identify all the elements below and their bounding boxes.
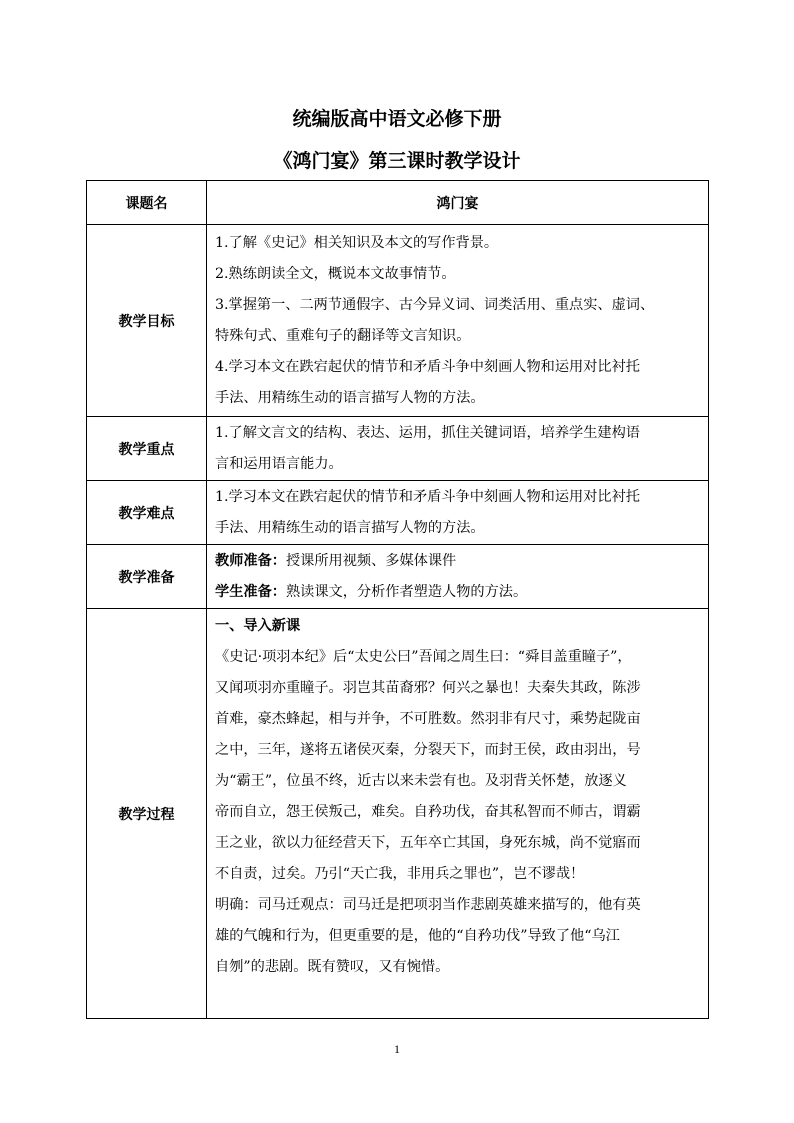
difficulty-line: 1.学习本文在跌宕起伏的情节和矛盾斗争中刻画人物和运用对比衬托 bbox=[215, 488, 640, 505]
goal-line: 3.掌握第一、二两节通假字、古今异义词、词类活用、重点实、虚词、 bbox=[215, 296, 655, 313]
key-points-content bbox=[207, 417, 709, 481]
goal-line: 特殊句式、重难句子的翻译等文言知识。 bbox=[215, 327, 471, 344]
document-title: 统编版高中语文必修下册 bbox=[292, 108, 502, 130]
process-line: 不自责，过矣。乃引“天亡我，非用兵之罪也”，岂不谬哉！ bbox=[215, 866, 585, 882]
process-content bbox=[207, 609, 709, 1019]
teacher-prep-text: 授课所用视频、多媒体课件 bbox=[285, 552, 457, 569]
preparation-content bbox=[207, 545, 709, 609]
table-row-process bbox=[87, 609, 709, 1019]
header-value: 鸿门宴 bbox=[207, 181, 709, 225]
difficulties-content bbox=[207, 481, 709, 545]
document-subtitle: 《鸿门宴》第三课时教学设计 bbox=[273, 150, 521, 172]
process-line: 首难，豪杰蜂起，相与并争，不可胜数。然羽非有尺寸，乘势起陇亩 bbox=[215, 711, 641, 727]
table-row-preparation bbox=[87, 545, 709, 609]
header-label: 课题名 bbox=[87, 181, 207, 225]
goal-line: 手法、用精练生动的语言描写人物的方法。 bbox=[215, 389, 485, 406]
process-line: 《史记·项羽本纪》后“太史公曰”吾闻之周生曰：“舜目盖重瞳子”， bbox=[215, 649, 632, 665]
student-prep-line bbox=[215, 577, 700, 608]
process-line: 自刎”的悲剧。既有赞叹，又有惋惜。 bbox=[215, 959, 450, 975]
table-row-header bbox=[87, 181, 709, 225]
process-line: 王之业，欲以力征经营天下，五年卒亡其国，身死东城，尚不觉寤而 bbox=[215, 835, 641, 851]
difficulties-label: 教学难点 bbox=[87, 481, 207, 545]
goal-line: 4.学习本文在跌宕起伏的情节和矛盾斗争中刻画人物和运用对比衬托 bbox=[215, 358, 640, 375]
process-section-heading: 一、导入新课 bbox=[215, 618, 301, 634]
process-label: 教学过程 bbox=[87, 609, 207, 1019]
table-row-key-points bbox=[87, 417, 709, 481]
student-prep-label: 学生准备： bbox=[215, 583, 286, 600]
goal-line: 2.熟练朗读全文，概说本文故事情节。 bbox=[215, 265, 456, 282]
teacher-prep-label: 教师准备： bbox=[215, 552, 286, 569]
key-points-label: 教学重点 bbox=[87, 417, 207, 481]
process-line: 明确：司马迁观点：司马迁是把项羽当作悲剧英雄来描写的，他有英 bbox=[215, 897, 641, 913]
process-line: 为“霸王”，位虽不终，近古以来未尝有也。及羽背关怀楚，放逐义 bbox=[215, 773, 627, 789]
table-row-goals bbox=[87, 225, 709, 417]
goals-label: 教学目标 bbox=[87, 225, 207, 417]
teacher-prep-line bbox=[215, 546, 700, 577]
preparation-label: 教学准备 bbox=[87, 545, 207, 609]
student-prep-text: 熟读课文，分析作者塑造人物的方法。 bbox=[285, 583, 528, 600]
goals-content bbox=[207, 225, 709, 417]
table-row-difficulties bbox=[87, 481, 709, 545]
process-line: 之中，三年，遂将五诸侯灭秦，分裂天下，而封王侯，政由羽出，号 bbox=[215, 742, 641, 758]
page-number: 1 bbox=[394, 1042, 400, 1056]
process-line: 雄的气魄和行为，但更重要的是，他的“自矜功伐”导致了他“乌江 bbox=[215, 928, 620, 944]
difficulty-line: 手法、用精练生动的语言描写人物的方法。 bbox=[215, 519, 485, 536]
goal-line: 1.了解《史记》相关知识及本文的写作背景。 bbox=[215, 234, 499, 251]
lesson-plan-table bbox=[86, 180, 709, 1019]
key-point-line: 言和运用语言能力。 bbox=[215, 455, 343, 472]
process-line: 又闻项羽亦重瞳子。羽岂其苗裔邪？何兴之暴也！夫秦失其政，陈涉 bbox=[215, 680, 641, 696]
key-point-line: 1.了解文言文的结构、表达、运用，抓住关键词语，培养学生建构语 bbox=[215, 424, 640, 441]
process-line: 帝而自立，怨王侯叛己，难矣。自矜功伐，奋其私智而不师古，谓霸 bbox=[215, 804, 641, 820]
